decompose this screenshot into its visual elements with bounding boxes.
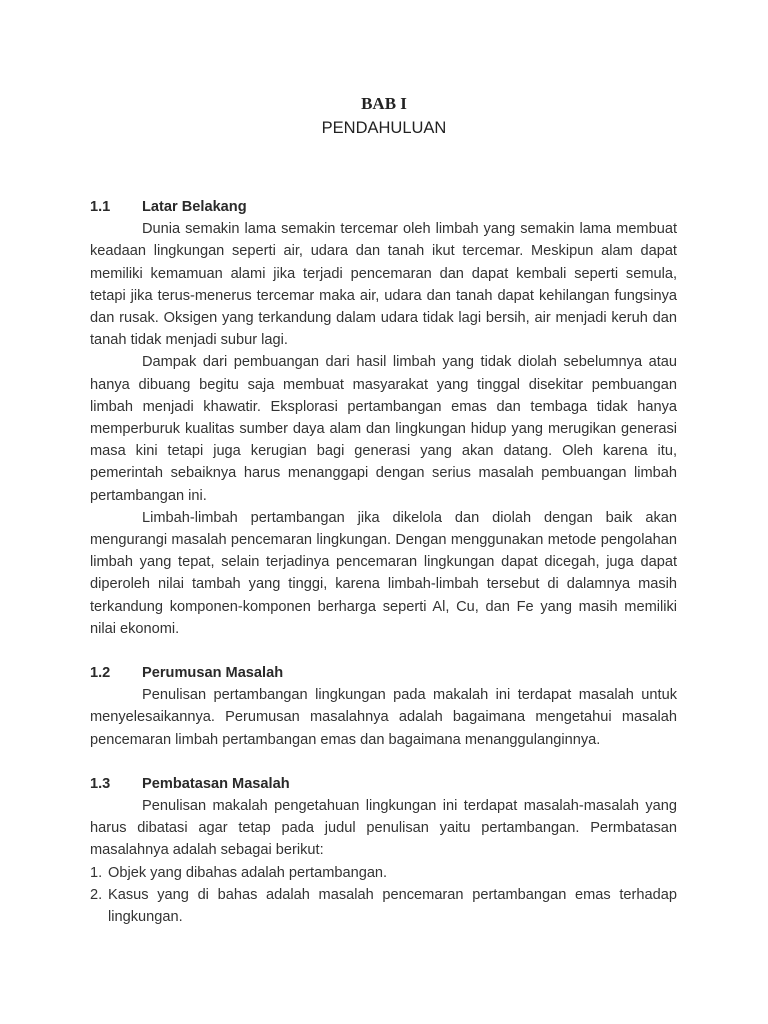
spacer <box>90 751 677 773</box>
list-text: Objek yang dibahas adalah pertambangan. <box>108 864 388 881</box>
paragraph: Penulisan makalah pengetahuan lingkungan ini terdapat masalah-masalah yang harus dibatasi agar tetap pada judul penulisan yaitu pertambangan. Permbatasan masalahnya adalah sebagai berikut: <box>90 798 677 859</box>
spacer <box>90 640 677 662</box>
list-number: 1. <box>90 864 103 881</box>
section-heading <box>90 773 677 795</box>
section-number: 1.1 <box>90 199 111 215</box>
document-body <box>90 196 677 928</box>
chapter-title: PENDAHULUAN <box>321 119 447 137</box>
paragraph: Penulisan pertambangan lingkungan pada makalah ini terdapat masalah untuk menyelesaikannya. Perumusan masalahnya adalah bagaimana mengetahui masalah pencemaran limbah pertambangan emas dan bagaimana menanggulanginnya. <box>90 687 677 748</box>
section-title: Latar Belakang <box>142 199 247 215</box>
chapter-label: BAB I <box>361 94 407 113</box>
section-number: 1.3 <box>90 775 111 792</box>
section-heading <box>90 662 677 684</box>
list-number: 2. <box>90 886 103 903</box>
section-number: 1.2 <box>90 665 111 682</box>
list-item <box>90 862 677 884</box>
section-title: Pembatasan Masalah <box>142 775 290 792</box>
numbered-list <box>90 862 677 929</box>
list-item <box>90 884 677 928</box>
paragraph: Dunia semakin lama semakin tercemar oleh limbah yang semakin lama membuat keadaan lingkungan seperti air, udara dan tanah ikut tercemar. Meskipun alam dapat memiliki kemamuan alami jika terjadi pencemaran dan dapat kembali seperti semula, tetapi jika terus-menerus tercemar maka air, udara dan tanah dapat kehilangan fungsinya dan rusak. Oksigen yang terkandung dalam udara tidak lagi bersih, air menjadi keruh dan tanah tidak menjadi subur lagi. <box>90 221 677 349</box>
paragraph: Dampak dari pembuangan dari hasil limbah yang tidak diolah sebelumnya atau hanya dibuang begitu saja membuat masyarakat yang tinggal disekitar pembuangan limbah menjadi khawatir. Eksplorasi pertambangan emas dan tembaga tidak hanya memperburuk kualitas sumber daya alam dan lingkungan hidup yang merugikan generasi masa kini tetapi juga kerugian bagi generasi yang akan datang. Oleh karena itu, pemerintah sebaiknya harus menanggapi dengan serius masalah pembuangan limbah pertambangan ini. <box>90 354 677 504</box>
paragraph: Limbah-limbah pertambangan jika dikelola dan diolah dengan baik akan mengurangi masalah pencemaran lingkungan. Dengan menggunakan metode pengolahan limbah yang tepat, selain terjadinya pencemaran lingkungan dapat dicegah, juga dapat diperoleh nilai tambah yang tinggi, karena limbah-limbah tersebut di dalamnya masih terkandung komponen-komponen berharga seperti Al, Cu, dan Fe yang masih memiliki nilai ekonomi. <box>90 509 677 637</box>
list-text: Kasus yang di bahas adalah masalah pencemaran pertambangan emas terhadap lingkungan. <box>108 886 677 926</box>
section-title: Perumusan Masalah <box>142 665 284 682</box>
section-heading <box>90 196 677 218</box>
